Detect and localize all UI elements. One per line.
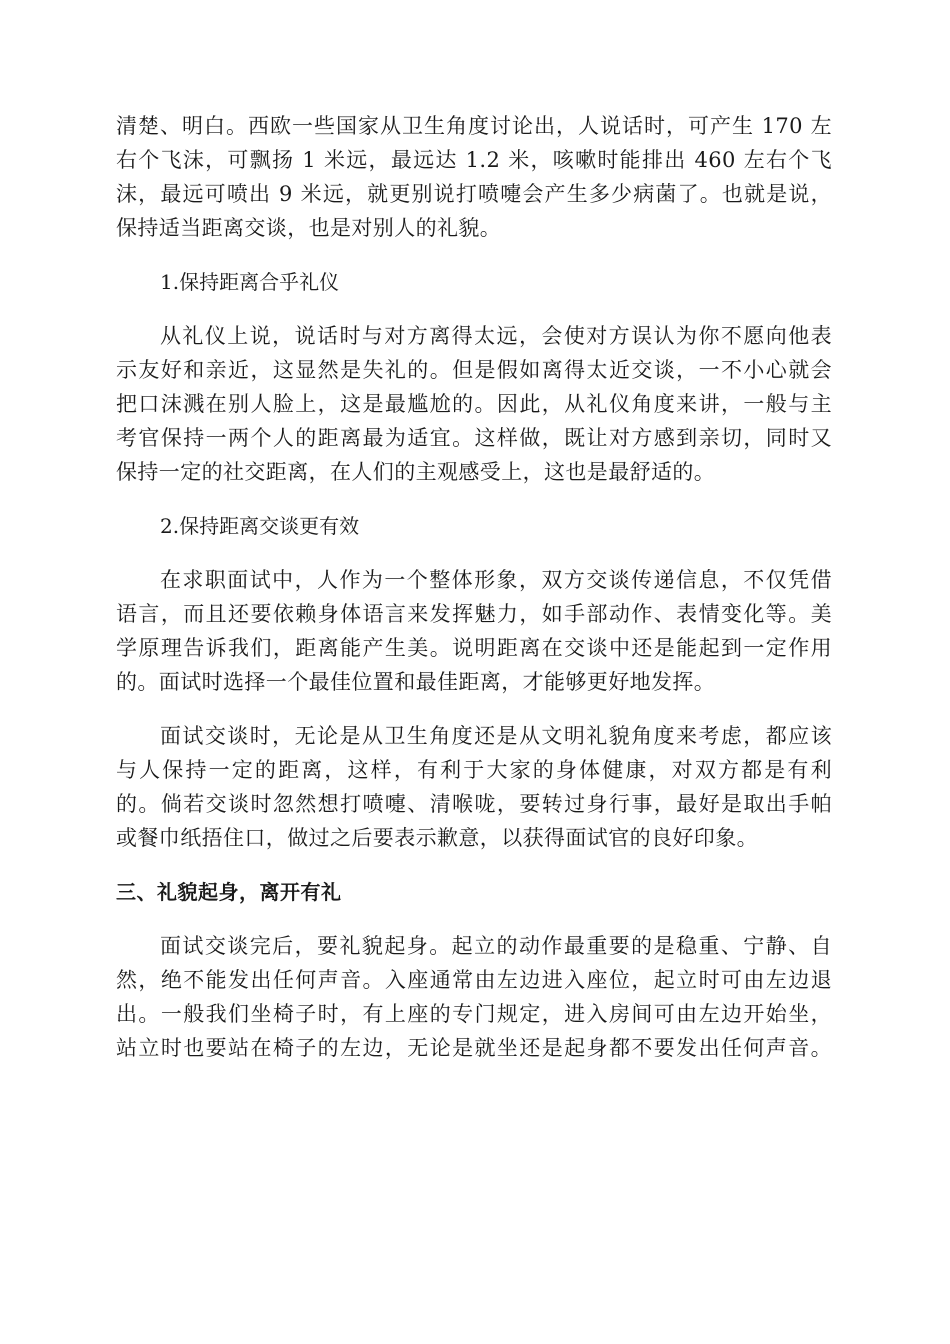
- section-title-polite-rising: 三、礼貌起身，离开有礼: [116, 880, 342, 904]
- text-line: 把口沫溅在别人脸上，这是最尴尬的。因此，从礼仪角度来讲，一般与主: [116, 392, 832, 416]
- text-line: 面试交谈完后，要礼貌起身。起立的动作最重要的是稳重、宁静、自: [160, 934, 832, 958]
- paragraph-hygiene-distance: [116, 109, 832, 245]
- paragraph-etiquette: [116, 319, 832, 489]
- paragraph-sneeze-etiquette: [116, 719, 832, 855]
- document-page: [116, 109, 832, 1065]
- text-line: 考官保持一两个人的距离最为适宜。这样做，既让对方感到亲切，同时又: [116, 426, 832, 450]
- paragraph-body-language: [116, 563, 832, 699]
- text-line: 保持适当距离交谈，也是对别人的礼貌。: [116, 216, 502, 240]
- paragraph-rising: [116, 929, 832, 1065]
- text-line: 的。面试时选择一个最佳位置和最佳距离，才能够更好地发挥。: [116, 670, 716, 694]
- text-line: 出。一般我们坐椅子时，有上座的专门规定，进入房间可由左边开始坐，: [116, 1002, 832, 1026]
- text-line: 面试交谈时，无论是从卫生角度还是从文明礼貌角度来考虑，都应该: [160, 724, 832, 748]
- subheading-effective-distance: 2.保持距离交谈更有效: [160, 514, 360, 538]
- text-line: 从礼仪上说，说话时与对方离得太远，会使对方误认为你不愿向他表: [160, 324, 832, 348]
- text-line: 学原理告诉我们，距离能产生美。说明距离在交谈中还是能起到一定作用: [116, 636, 832, 660]
- text-line: 语言，而且还要依赖身体语言来发挥魅力，如手部动作、表情变化等。美: [116, 602, 832, 626]
- text-line: 在求职面试中，人作为一个整体形象，双方交谈传递信息，不仅凭借: [160, 568, 832, 592]
- text-line: 的。倘若交谈时忽然想打喷嚏、清喉咙，要转过身行事，最好是取出手帕: [116, 792, 832, 816]
- text-line: 与人保持一定的距离，这样，有利于大家的身体健康，对双方都是有利: [116, 758, 832, 782]
- text-line: 右个飞沫，可飘扬 1 米远，最远达 1.2 米，咳嗽时能排出 460 左右个飞: [116, 148, 832, 172]
- text-line: 然，绝不能发出任何声音。入座通常由左边进入座位，起立时可由左边退: [116, 968, 832, 992]
- text-line: 保持一定的社交距离，在人们的主观感受上，这也是最舒适的。: [116, 460, 716, 484]
- text-line: 示友好和亲近，这显然是失礼的。但是假如离得太近交谈，一不小心就会: [116, 358, 832, 382]
- subheading-etiquette-distance: 1.保持距离合乎礼仪: [160, 270, 340, 294]
- text-line: 站立时也要站在椅子的左边，无论是就坐还是起身都不要发出任何声音。: [116, 1036, 832, 1060]
- text-line: 或餐巾纸捂住口，做过之后要表示歉意，以获得面试官的良好印象。: [116, 826, 758, 850]
- text-line: 沫，最远可喷出 9 米远，就更别说打喷嚏会产生多少病菌了。也就是说，: [116, 182, 832, 206]
- text-line: 清楚、明白。西欧一些国家从卫生角度讨论出，人说话时，可产生 170 左: [116, 114, 832, 138]
